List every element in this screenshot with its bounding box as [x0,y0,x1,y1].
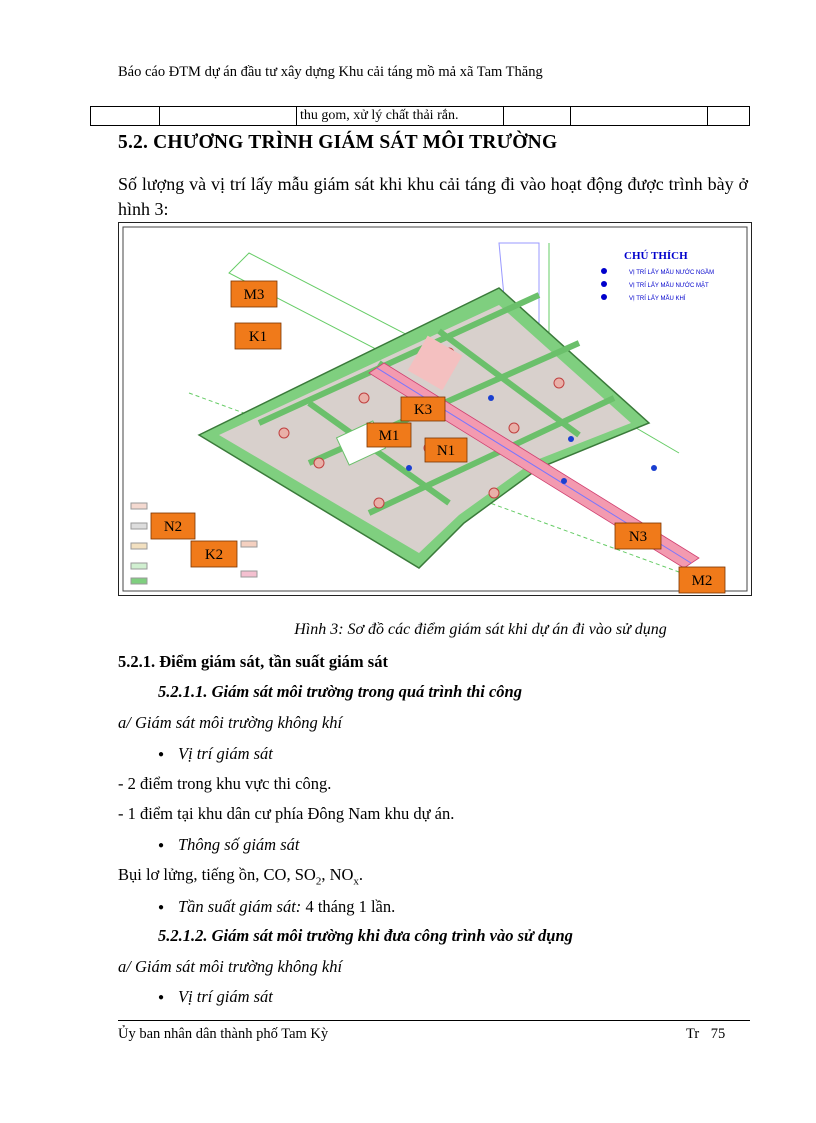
subsection-title: 5.2.1. Điểm giám sát, tần suất giám sát [118,652,388,671]
label-N3 [615,523,661,549]
label-M2 [679,567,725,593]
bullet-parameters: ● Thông số giám sát [178,835,299,855]
svg-text:N1: N1 [436,443,456,459]
svg-text:K1: K1 [248,329,268,345]
svg-text:VỊ TRÍ LẤY MẪU NƯỚC MẶT: VỊ TRÍ LẤY MẪU NƯỚC MẶT [629,283,709,289]
svg-text:M1: M1 [378,428,400,444]
subsubsection-1-title: 5.2.1.1. Giám sát môi trường trong quá trình thi công [158,682,522,701]
svg-text:CHÚ THÍCH: CHÚ THÍCH [624,250,688,262]
label-M1 [367,423,411,447]
svg-text:N3: N3 [628,529,648,545]
location-point-2: - 1 điểm tại khu dân cư phía Đông Nam khu dự án. [118,804,455,823]
section-title: 5.2. CHƯƠNG TRÌNH GIÁM SÁT MÔI TRƯỜNG [118,132,558,153]
label-N1 [425,438,467,462]
svg-text:K3: K3 [413,402,433,418]
section-intro: Số lượng và vị trí lấy mẫu giám sát khi khu cải táng đi vào hoạt động được trình bày ở hình 3: [118,174,748,219]
label-N2 [151,513,195,539]
document-header: Báo cáo ĐTM dự án đầu tư xây dựng Khu cải táng mồ mả xã Tam Thăng [118,64,543,80]
monitoring-map-figure [118,222,752,596]
bullet-location-1: ● Vị trí giám sát [178,744,273,764]
location-point-1: - 2 điểm trong khu vực thi công. [118,774,332,793]
table-fragment [90,106,750,126]
svg-text:VỊ TRÍ LẤY MẪU KHÍ: VỊ TRÍ LẤY MẪU KHÍ [629,296,686,302]
svg-text:VỊ TRÍ LẤY MẪU NƯỚC NGẦM: VỊ TRÍ LẤY MẪU NƯỚC NGẦM [629,270,715,276]
label-K1 [235,323,281,349]
footer-rule [118,1020,750,1021]
table-cell: thu gom, xử lý chất thải rắn. [297,107,504,126]
subsubsection-2-title: 5.2.1.2. Giám sát môi trường khi đưa công trình vào sử dụng [158,926,573,945]
bullet-location-2: ● Vị trí giám sát [178,987,273,1007]
svg-text:M3: M3 [243,287,265,303]
svg-text:K2: K2 [204,547,224,563]
air-monitoring-heading-1: a/ Giám sát môi trường không khí [118,713,343,732]
site-plan-map [119,223,751,595]
label-M3 [231,281,277,307]
bullet-frequency: ● Tần suất giám sát: 4 tháng 1 lần. [178,897,395,917]
page-number: Tr 75 [686,1026,726,1042]
map-legend [601,250,714,302]
svg-text:N2: N2 [163,519,183,535]
label-K2 [191,541,237,567]
svg-text:M2: M2 [691,573,713,589]
figure-caption: Hình 3: Sơ đồ các điểm giám sát khi dự án đi vào sử dụng [294,621,667,638]
footer-left: Ủy ban nhân dân thành phố Tam Kỳ [118,1026,329,1042]
air-monitoring-heading-2: a/ Giám sát môi trường không khí [118,957,343,976]
parameters-text: Bụi lơ lửng, tiếng ồn, CO, $SO_2$, $NO_x$. [118,865,364,888]
label-K3 [401,397,445,421]
